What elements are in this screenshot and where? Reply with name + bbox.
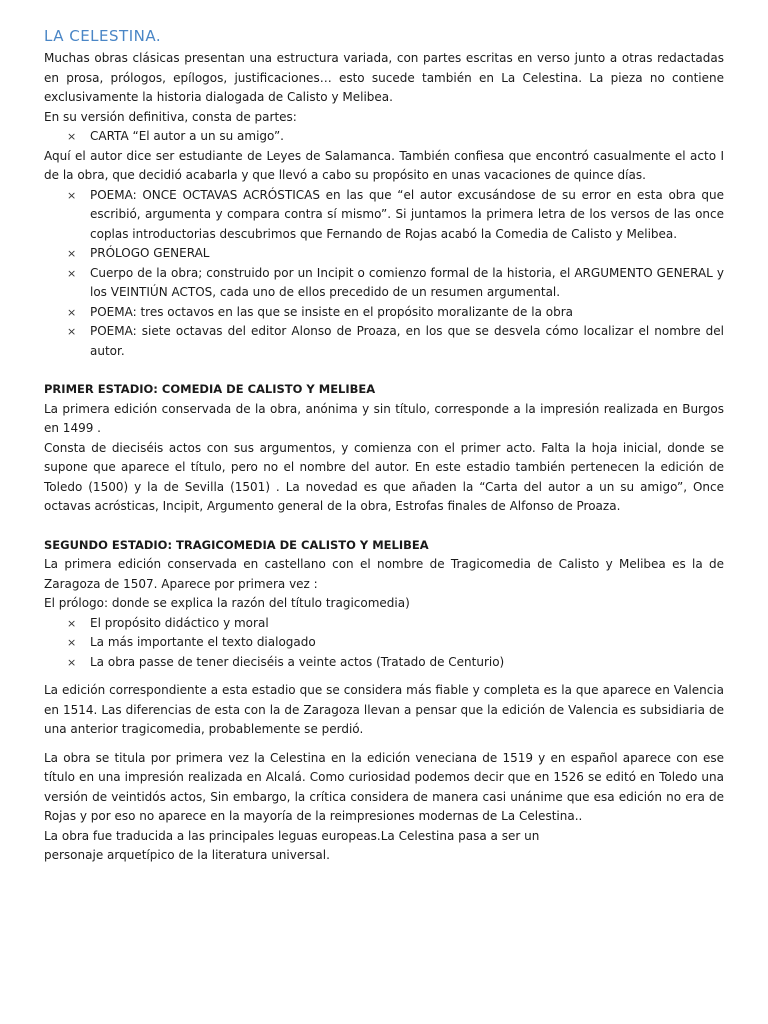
intro-parts-lead: En su versión definitiva, consta de partes: [44,109,297,124]
primer-paragraph-2: Consta de dieciséis actos con sus argumentos, y comienza con el primer acto. Falta la hoja inicial, donde se supone que aparece el título, pero no el nombre del autor. En este estadio también pertenecen la edición de Toledo (1500) y la de Sevilla (1501) . La novedad es que añaden la “Carta del autor a un su amigo”, Once octavas acrósticas, Incipit, Argumento general de la obra, Estrofas finales de Alfonso de Proaza. [44,440,724,513]
primer-paragraph-1: La primera edición conservada de la obra, anónima y sin título, corresponde a la impresión realizada en Burgos en 1499 . [44,401,724,435]
bullet-x-icon: × [67,266,77,280]
bullet-x-icon: × [67,636,77,649]
bullet-x-icon: × [67,655,77,669]
segundo-paragraph-translation-2: personaje arquetípico de la literatura universal. [44,848,330,862]
bullet-x-icon: × [67,130,77,143]
list-item: × La más importante el texto dialogado [90,633,724,653]
parts-list-2 [44,186,724,362]
bullet-x-icon: × [67,305,77,319]
list-item: × POEMA: ONCE OCTAVAS ACRÓSTICAS en las que “el autor excusándose de su error en esta obra que escribió, argumenta y compara contra sí mismo”. Si juntamos la primera letra de los versos de las once coplas introductorias descubrimos que Fernando de Rojas acabó la Comedia de Calisto y Melibea. [67,187,724,241]
list-item: × PRÓLOGO GENERAL [90,244,724,264]
list-item: × POEMA: tres octavos en las que se insiste en el propósito moralizante de la obra [90,303,724,323]
intro-paragraph: Muchas obras clásicas presentan una estructura variada, con partes escritas en verso junto a otras redactadas en prosa, prólogos, epílogos, justificaciones… esto sucede también en La Celestina. La pieza no contiene exclusivamente la historia dialogada de Calisto y Melibea. [44,51,724,104]
segundo-list [44,614,724,673]
bullet-x-icon: × [67,188,77,202]
segundo-prologo-line: El prólogo: donde se explica la razón del título tragicomedia) [44,596,410,610]
bullet-x-icon: × [67,616,77,630]
list-item: × POEMA: siete octavas del editor Alonso de Proaza, en los que se desvela cómo localizar el nombre del autor. [67,324,724,358]
list-item: × CARTA “El autor a un su amigo”. [90,127,724,147]
segundo-paragraph-translation-1: La obra fue traducida a las principales leguas europeas.La Celestina pasa a ser un [44,828,540,843]
parts-list-1 [44,127,724,147]
segundo-paragraph-1: La primera edición conservada en castellano con el nombre de Tragicomedia de Calisto y Melibea es la de Zaragoza de 1507. Aparece por primera vez : [44,557,724,591]
page-title: LA CELESTINA. [44,27,162,45]
list-item: × La obra passe de tener dieciséis a veinte actos (Tratado de Centurio) [90,653,724,673]
list-item: × El propósito didáctico y moral [90,614,724,634]
list-item: × Cuerpo de la obra; construido por un Incipit o comienzo formal de la historia, el ARGUMENTO GENERAL y los VEINTIÚN ACTOS, cada uno de ellos precedido de un resumen argumental. [67,265,724,299]
carta-description: Aquí el autor dice ser estudiante de Leyes de Salamanca. También confiesa que encontró casualmente el acto I de la obra, que decidió acabarla y que llevó a cabo su propósito en unas vacaciones de quince días. [44,148,724,182]
segundo-paragraph-celestina-title: La obra se titula por primera vez la Celestina en la edición veneciana de 1519 y en español aparece con ese título en una impresión realizada en Alcalá. Como curiosidad podemos decir que en 1526 se editó en Toledo una versión de veintidós actos, Sin embargo, la crítica considera de manera casi unánime que esa edición no era de Rojas y por eso no aparece en la mayoría de la reimpresiones modernas de La Celestina.. [44,750,724,823]
bullet-x-icon: × [67,325,77,338]
segundo-paragraph-valencia: La edición correspondiente a esta estadio que se considera más fiable y completa es la que aparece en Valencia en 1514. Las diferencias de esta con la de Zaragoza llevan a pensar que la edición de Valencia es subsidiaria de una anterior tragicomedia, probablemente se perdió. [44,683,724,736]
section-heading-segundo-estadio: SEGUNDO ESTADIO: TRAGICOMEDIA DE CALISTO Y MELIBEA [44,537,429,552]
section-heading-primer-estadio: PRIMER ESTADIO: COMEDIA DE CALISTO Y MELIBEA [44,382,376,396]
bullet-x-icon: × [67,247,77,260]
